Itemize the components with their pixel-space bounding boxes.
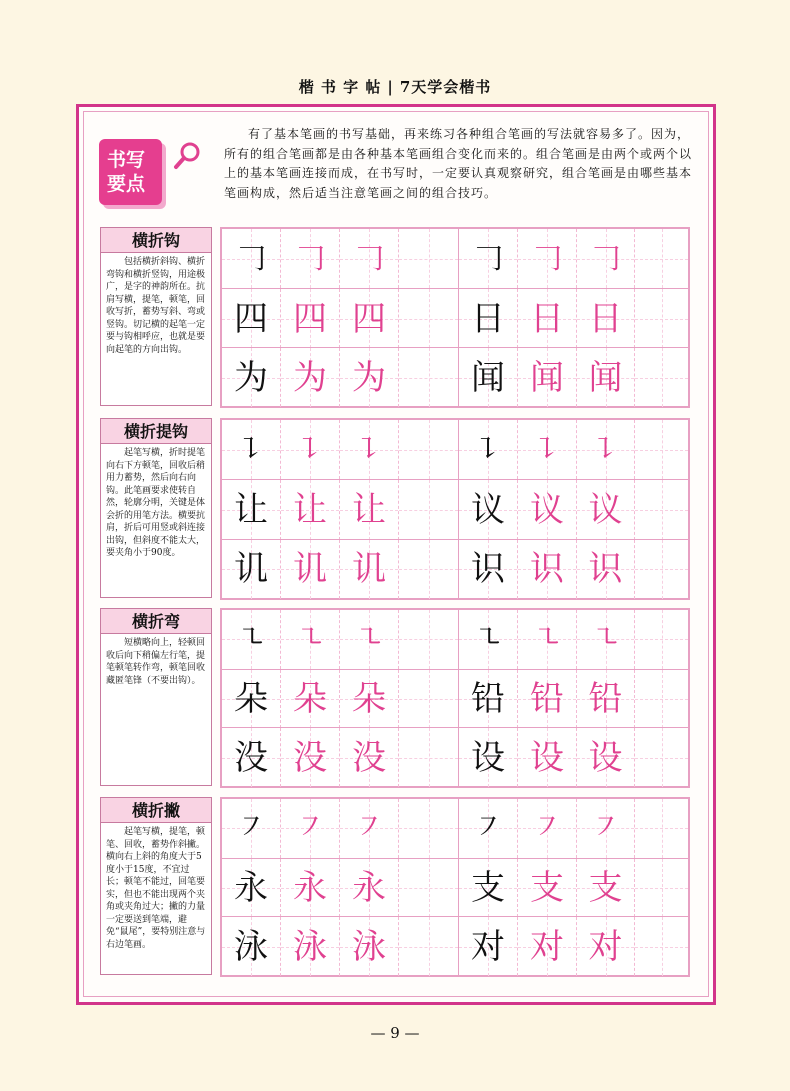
trace-character: 没 [293, 737, 327, 778]
grid-guide-v [429, 420, 430, 479]
section-description: 包括横折斜钩、横折弯钩和横折竖钩，用途极广，是字的神韵所在。抗肩写横，提笔，顿笔，回收写折，蓄势写斜、弯或竖钩。切记横的起笔一定要与钩相呼应，也就是要向起笔的方向出钩。 [100, 253, 212, 406]
model-character: ㇍ [473, 621, 503, 657]
model-character: 铅 [471, 678, 505, 719]
model-character: 𠃌 [473, 240, 503, 276]
grid-guide-v [662, 480, 663, 539]
section-description: 起笔写横，折时提笔向右下方顿笔，回收后稍用力蓄势，然后向右向钩。此笔画要求使转自然，轮廓分明，关键是体会折的用笔方法。横要抗肩，折后可用竖或斜连接出钩，但斜度不能太大，要夹角小于90度。 [100, 444, 212, 598]
trace-character: 支 [588, 867, 623, 908]
trace-character: 议 [588, 489, 623, 530]
grid-cell [339, 610, 398, 669]
grid-cell [458, 420, 517, 479]
header-right: 7天学会楷书 [399, 78, 492, 96]
practice-row [222, 539, 688, 599]
trace-character: 识 [530, 549, 564, 590]
grid-cell [458, 670, 517, 729]
grid-cell [398, 799, 458, 858]
grid-cell [517, 229, 576, 288]
grid-cell [517, 917, 576, 976]
grid-cell [576, 229, 634, 288]
trace-character: 设 [530, 737, 564, 778]
grid-guide-v [662, 420, 663, 479]
grid-guide-v [429, 917, 430, 976]
model-character: ㇍ [236, 621, 266, 657]
trace-character: 四 [352, 298, 386, 339]
grid-guide-v [662, 799, 663, 858]
model-character: 四 [234, 298, 268, 339]
grid-cell [222, 799, 280, 858]
grid-cell [634, 480, 688, 539]
grid-cell [222, 420, 280, 479]
trace-character: 对 [588, 926, 623, 967]
grid-guide-v [662, 540, 663, 599]
practice-grid [220, 797, 690, 977]
grid-cell [280, 728, 339, 787]
trace-character: 𠃌 [354, 240, 384, 276]
badge-line1: 书写 [107, 149, 146, 171]
grid-cell [458, 859, 517, 918]
trace-character: 日 [530, 298, 564, 339]
grid-guide-v [662, 859, 663, 918]
section-title: 横折撇 [100, 797, 212, 823]
grid-cell [339, 859, 398, 918]
grid-cell [222, 728, 280, 787]
grid-cell [398, 728, 458, 787]
practice-row [222, 727, 688, 787]
trace-character: 日 [588, 298, 623, 339]
grid-cell [576, 420, 634, 479]
grid-guide-v [429, 480, 430, 539]
grid-cell [576, 728, 634, 787]
trace-character: 朵 [352, 678, 386, 719]
trace-character: 泳 [293, 926, 327, 967]
grid-cell [398, 859, 458, 918]
grid-cell [634, 799, 688, 858]
grid-cell [339, 728, 398, 787]
trace-character: 为 [352, 357, 386, 398]
grid-cell [458, 610, 517, 669]
grid-guide-v [662, 728, 663, 787]
section-title: 横折钩 [100, 227, 212, 253]
section-title: 横折提钩 [100, 418, 212, 444]
grid-cell [398, 540, 458, 599]
grid-cell [576, 348, 634, 407]
grid-guide-v [429, 348, 430, 407]
grid-cell [222, 289, 280, 348]
grid-cell [517, 540, 576, 599]
practice-row [222, 799, 688, 858]
intro-paragraph: 有了基本笔画的书写基础，再来练习各种组合笔画的写法就容易多了。因为，所有的组合笔画都是由各种基本笔画组合变化而来的。组合笔画是由两个或两个以上的基本笔画连接而成，在书写时，一定要认真观察研究，组合笔画是由哪些基本笔画构成，然后适当注意笔画之间的组合技巧。 [224, 127, 693, 200]
grid-cell [517, 610, 576, 669]
section-title: 横折弯 [100, 608, 212, 634]
model-character: 闻 [471, 357, 505, 398]
model-character: ㇇ [236, 810, 266, 846]
grid-cell [458, 289, 517, 348]
grid-cell [280, 670, 339, 729]
grid-cell [634, 229, 688, 288]
header-left: 楷 书 字 帖 [298, 78, 382, 96]
grid-cell [576, 917, 634, 976]
trace-character: ㇊ [295, 431, 325, 467]
grid-cell [339, 480, 398, 539]
grid-cell [280, 540, 339, 599]
grid-guide-v [429, 859, 430, 918]
trace-character: 让 [293, 489, 327, 530]
grid-cell [280, 610, 339, 669]
grid-cell [339, 420, 398, 479]
trace-character: ㇇ [354, 810, 384, 846]
section-description: 短横略向上，轻顿回收后向下稍偏左行笔，提笔顿笔转作弯，顿笔回收藏匿笔锋（不要出钩）。 [100, 634, 212, 786]
model-character: 对 [471, 926, 505, 967]
grid-cell [222, 540, 280, 599]
practice-row [222, 479, 688, 539]
grid-guide-v [662, 917, 663, 976]
trace-character: ㇍ [590, 621, 621, 657]
trace-character: ㇇ [590, 810, 621, 846]
page-header [0, 76, 790, 97]
practice-row [222, 916, 688, 976]
grid-cell [280, 480, 339, 539]
grid-cell [398, 480, 458, 539]
grid-guide-v [429, 229, 430, 288]
model-character: 永 [234, 867, 268, 908]
trace-character: 闻 [588, 357, 623, 398]
grid-cell [398, 917, 458, 976]
trace-character: 讥 [352, 549, 386, 590]
grid-cell [398, 289, 458, 348]
grid-cell [517, 420, 576, 479]
grid-cell [576, 859, 634, 918]
trace-character: 四 [293, 298, 327, 339]
trace-character: 为 [293, 357, 327, 398]
trace-character: 𠃌 [295, 240, 325, 276]
grid-cell [576, 540, 634, 599]
grid-guide-v [662, 670, 663, 729]
grid-guide-v [662, 610, 663, 669]
grid-cell [517, 728, 576, 787]
model-character: 讥 [234, 549, 268, 590]
trace-character: ㇇ [295, 810, 325, 846]
grid-cell [339, 229, 398, 288]
practice-row [222, 610, 688, 669]
grid-cell [398, 348, 458, 407]
trace-character: 让 [352, 489, 386, 530]
grid-cell [458, 540, 517, 599]
trace-character: 永 [293, 867, 327, 908]
grid-cell [634, 670, 688, 729]
model-character: ㇊ [473, 431, 503, 467]
trace-character: ㇊ [590, 431, 621, 467]
practice-row [222, 420, 688, 479]
grid-cell [576, 670, 634, 729]
trace-character: 闻 [530, 357, 564, 398]
trace-character: ㇇ [532, 810, 562, 846]
grid-guide-v [429, 289, 430, 348]
grid-guide-v [429, 610, 430, 669]
trace-character: 讥 [293, 549, 327, 590]
trace-character: ㇍ [532, 621, 562, 657]
grid-cell [634, 917, 688, 976]
grid-cell [517, 859, 576, 918]
grid-guide-v [429, 728, 430, 787]
grid-cell [280, 420, 339, 479]
grid-cell [280, 917, 339, 976]
grid-guide-v [429, 540, 430, 599]
practice-grid [220, 227, 690, 408]
model-character: 日 [471, 298, 505, 339]
grid-cell [458, 480, 517, 539]
grid-cell [576, 799, 634, 858]
grid-cell [222, 480, 280, 539]
grid-cell [398, 420, 458, 479]
grid-guide-v [662, 348, 663, 407]
grid-cell [458, 917, 517, 976]
grid-cell [576, 610, 634, 669]
model-character: 识 [471, 549, 505, 590]
model-character: 设 [471, 737, 505, 778]
page-number: — 9 — [370, 1024, 420, 1042]
grid-cell [339, 540, 398, 599]
model-character: ㇊ [236, 431, 266, 467]
grid-cell [634, 610, 688, 669]
model-character: 泳 [234, 926, 268, 967]
model-character: ㇇ [473, 810, 503, 846]
model-character: 没 [234, 737, 268, 778]
grid-cell [634, 289, 688, 348]
grid-guide-v [429, 670, 430, 729]
trace-character: 𠃌 [590, 240, 621, 276]
header-separator: | [387, 78, 394, 96]
grid-cell [458, 229, 517, 288]
model-character: 朵 [234, 678, 268, 719]
trace-character: 𠃌 [532, 240, 562, 276]
grid-cell [634, 728, 688, 787]
grid-cell [517, 799, 576, 858]
writing-tips-badge [99, 139, 162, 205]
grid-guide-v [429, 799, 430, 858]
grid-cell [458, 348, 517, 407]
trace-character: 议 [530, 489, 564, 530]
grid-cell [634, 859, 688, 918]
grid-cell [222, 348, 280, 407]
trace-character: 朵 [293, 678, 327, 719]
trace-character: 铅 [588, 678, 623, 719]
grid-cell [222, 859, 280, 918]
trace-character: ㇍ [295, 621, 325, 657]
grid-cell [280, 348, 339, 407]
grid-cell [222, 610, 280, 669]
grid-cell [517, 670, 576, 729]
grid-cell [398, 670, 458, 729]
grid-cell [576, 480, 634, 539]
magnifier-icon [172, 140, 202, 170]
grid-cell [339, 289, 398, 348]
grid-cell [517, 289, 576, 348]
trace-character: 铅 [530, 678, 564, 719]
grid-guide-v [662, 229, 663, 288]
practice-row [222, 669, 688, 729]
trace-character: ㇊ [532, 431, 562, 467]
grid-cell [339, 799, 398, 858]
grid-cell [517, 480, 576, 539]
grid-cell [398, 229, 458, 288]
trace-character: 识 [588, 549, 623, 590]
trace-character: 设 [588, 737, 623, 778]
grid-cell [634, 540, 688, 599]
grid-cell [576, 289, 634, 348]
trace-character: 对 [530, 926, 564, 967]
grid-cell [280, 289, 339, 348]
trace-character: ㇍ [354, 621, 384, 657]
grid-cell [222, 917, 280, 976]
model-character: 议 [471, 489, 505, 530]
practice-grid [220, 608, 690, 788]
grid-cell [458, 799, 517, 858]
model-character: 支 [471, 867, 505, 908]
grid-cell [280, 799, 339, 858]
grid-guide-v [662, 289, 663, 348]
practice-row [222, 858, 688, 918]
trace-character: 支 [530, 867, 564, 908]
grid-cell [634, 420, 688, 479]
grid-cell [517, 348, 576, 407]
grid-cell [339, 670, 398, 729]
practice-row [222, 229, 688, 288]
section-description: 起笔写横，提笔，顿笔、回收，蓄势作斜撇。横向右上斜的角度大于5度小于15度，不宜过长；顿笔不能过，回笔要实，但也不能出现两个夹角或夹角过大；撇的力量一定要送到笔端，避免“鼠尾”，要特别注意与右边笔画。 [100, 823, 212, 975]
trace-character: 没 [352, 737, 386, 778]
grid-cell [339, 917, 398, 976]
grid-cell [634, 348, 688, 407]
grid-cell [398, 610, 458, 669]
model-character: 𠃌 [236, 240, 266, 276]
model-character: 为 [234, 357, 268, 398]
trace-character: ㇊ [354, 431, 384, 467]
grid-cell [458, 728, 517, 787]
grid-cell [280, 229, 339, 288]
grid-cell [222, 229, 280, 288]
grid-cell [222, 670, 280, 729]
trace-character: 泳 [352, 926, 386, 967]
practice-row [222, 347, 688, 407]
model-character: 让 [234, 489, 268, 530]
badge-line2: 要点 [107, 173, 146, 195]
trace-character: 永 [352, 867, 386, 908]
practice-grid [220, 418, 690, 600]
grid-cell [339, 348, 398, 407]
grid-cell [280, 859, 339, 918]
practice-row [222, 288, 688, 348]
